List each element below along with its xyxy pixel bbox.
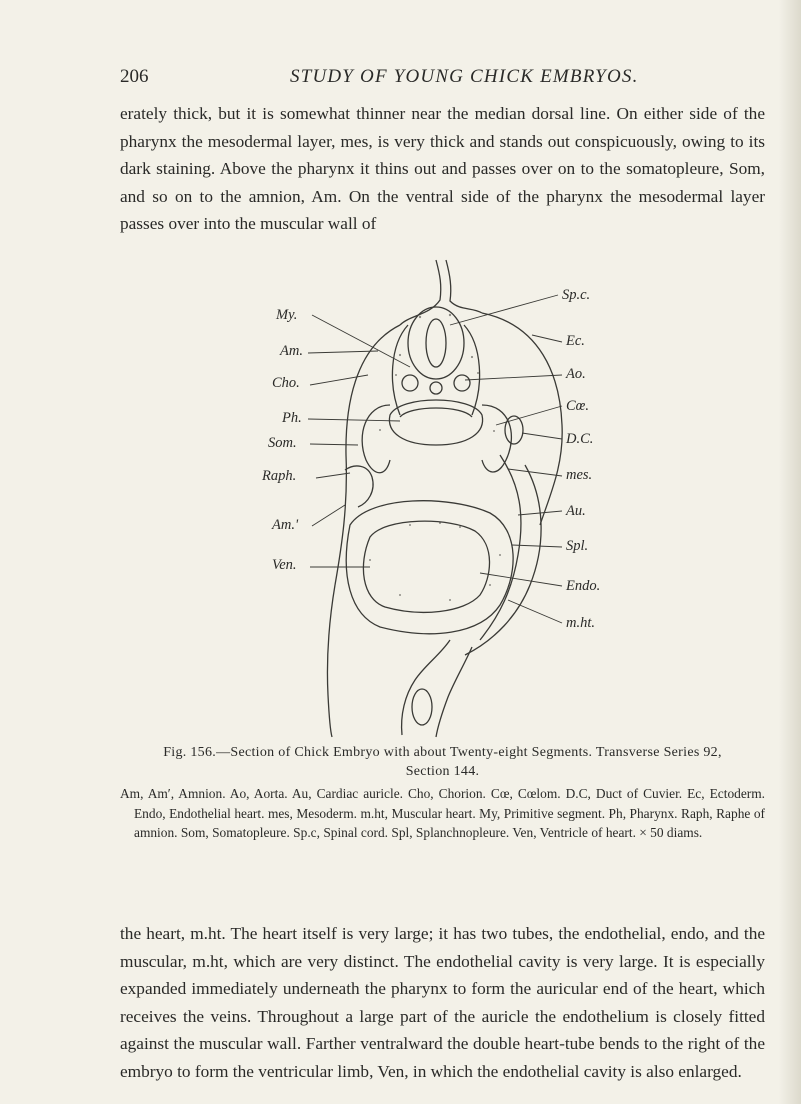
caption-title: Fig. 156.—Section of Chick Embryo with about Twenty-eight Segments. Transverse Series 92, [163, 745, 722, 760]
caption-section: Section 144. [405, 764, 480, 779]
page-edge-shadow [779, 0, 801, 1104]
figure-label-ec: Ec. [566, 333, 585, 349]
running-head: STUDY OF YOUNG CHICK EMBRYOS. [290, 66, 639, 87]
figure-caption [120, 743, 765, 843]
caption-legend: Am, Am′, Amnion. Ao, Aorta. Au, Cardiac auricle. Cho, Chorion. Cœ, Cœlom. D.C, Duct of Cuvier. Ec, Ectoderm. Endo, Endothelial heart. mes, Mesoderm. m.ht, Muscular heart. My, Primitive segment. Ph, Pharynx. Raph, Raphe of amnion. Som, Somatopleure. Sp.c, Spinal cord. Spl, Splanchnopleure. Ven, Ventricle of heart. × 50 diams. [120, 786, 765, 840]
body-paragraph-top: erately thick, but it is somewhat thinner near the median dorsal line. On either side of the pharynx the mesodermal layer, mes, is very thick and stands out conspicuously, owing to its dark staining. Above the pharynx it thins out and passes over on to the somatopleure, Som, and so on to the amnion, Am. On the ventral side of the pharynx the mesodermal layer passes over into the muscular wall of [120, 104, 765, 233]
figure-label-am-prime: Am.' [272, 517, 299, 533]
embryo-section-drawing [250, 255, 650, 740]
figure-label-am: Am. [280, 343, 303, 359]
figure-label-au: Au. [566, 503, 586, 519]
embryo-section-figure [250, 255, 650, 740]
figure-label-dc: D.C. [566, 431, 594, 447]
figure-label-som: Som. [268, 435, 297, 451]
figure-label-ven: Ven. [272, 557, 297, 573]
figure-label-raph: Raph. [262, 468, 297, 484]
page-number: 206 [120, 66, 149, 87]
figure-label-my: My. [276, 307, 298, 323]
figure-label-coe: Cœ. [566, 398, 589, 414]
figure-label-ph: Ph. [282, 410, 302, 426]
figure-label-ao: Ao. [566, 366, 586, 382]
body-paragraph-bottom: the heart, m.ht. The heart itself is very large; it has two tubes, the endothelial, endo, and the muscular, m.ht, which are very distinct. The endothelial cavity is very large. It is especially expanded immediately underneath the pharynx to form the auricular end of the heart, which receives the veins. Throughout a large part of the auricle the endothelium is closely fitted against the muscular wall. Farther ventralward the double heart-tube bends to the right of the embryo to form the ventricular limb, Ven, in which the endothelial cavity is also enlarged. [120, 924, 765, 1081]
figure-label-m-ht: m.ht. [566, 615, 595, 631]
figure-label-cho: Cho. [272, 375, 300, 391]
figure-label-sp-c: Sp.c. [562, 287, 591, 303]
figure-label-spl: Spl. [566, 538, 589, 554]
figure-label-mes: mes. [566, 467, 593, 483]
page-header [120, 66, 760, 92]
figure-label-endo: Endo. [566, 578, 601, 594]
